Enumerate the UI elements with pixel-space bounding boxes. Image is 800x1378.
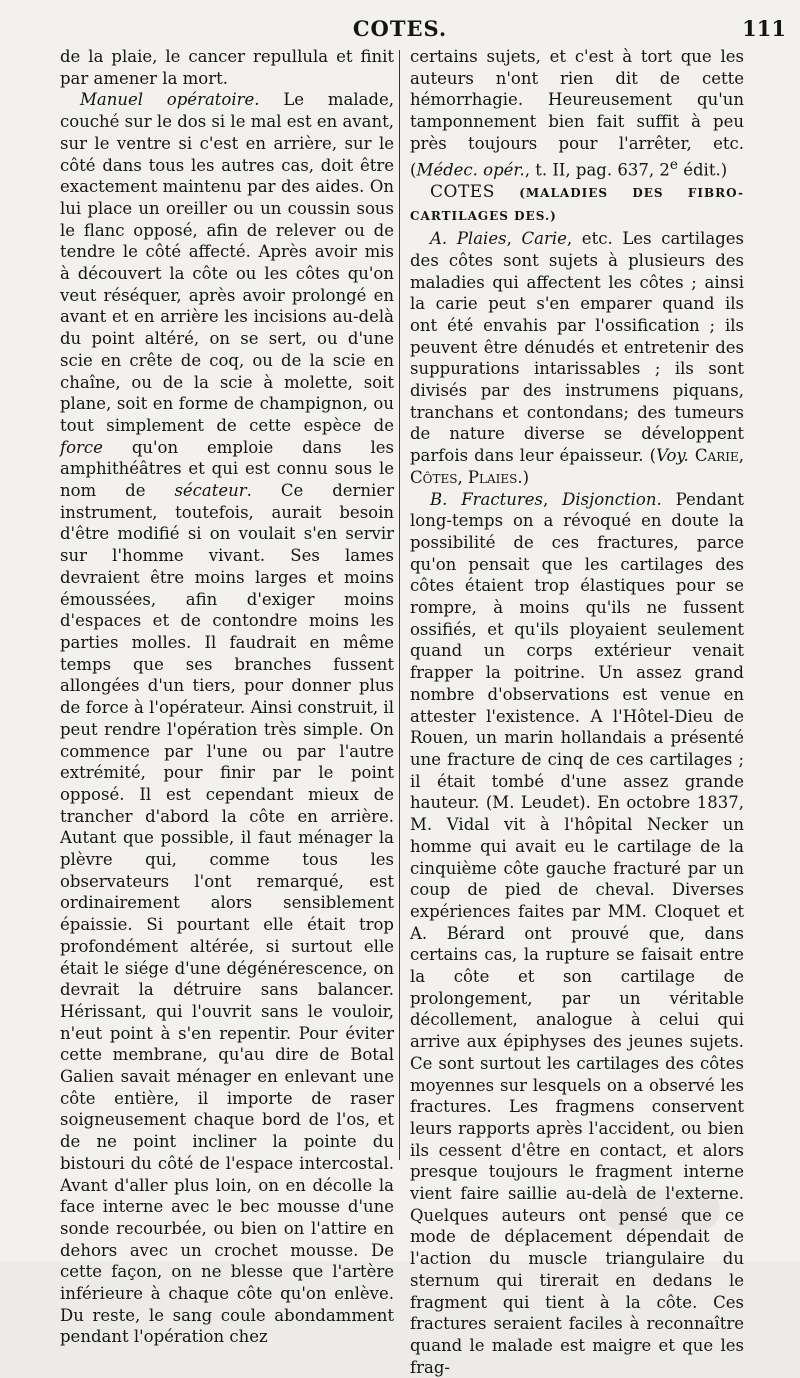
cross-references: Carie, Côtes, Plaies. (410, 446, 744, 487)
paragraph-manuel-operatoire (60, 89, 394, 1348)
paragraph-text: , t. II, pag. 637, 2 (524, 160, 670, 180)
term-secateur: sécateur (174, 481, 247, 501)
subsection-label-a: A. Plaies (430, 229, 507, 249)
left-column (60, 46, 394, 1348)
page-number: 111 (742, 16, 786, 41)
term-force: force (60, 437, 103, 457)
section-heading-manuel: Manuel opératoire. (80, 90, 260, 110)
paragraph-continuation (410, 46, 744, 181)
paragraph-continuation: de la plaie, le cancer repullula et finit par amener la mort. (60, 47, 394, 88)
voy-abbrev: Voy. (656, 446, 689, 466)
paragraph-text: édit.) (677, 160, 728, 180)
paragraph-text: , etc. Les cartilages des côtes sont sujets à plusieurs des maladies qui affectent les côtes ; ainsi la carie peut s'en emparer quand ils ont été envahis par l'ossification ; ils peuvent être dénudés et entretenir des suppurations intarissables ; ils sont divisés par des instrumens piquans, tranchans et contondans; des tumeurs de nature diverse se développent parfois dans leur épaisseur. ( (410, 229, 744, 466)
term-carie: Carie (521, 229, 567, 249)
term-disjonction: Disjonction. (562, 489, 662, 509)
running-title: COTES. (352, 16, 448, 41)
paragraph-text: ) (522, 467, 530, 487)
reference-title: Médec. opér. (416, 160, 525, 180)
superscript: e (669, 156, 678, 173)
paragraph-plaies: A. Plaies, Carie, etc. Les cartilages des côtes sont sujets à plusieurs des maladies qui affectent les côtes ; ainsi la carie peut s'en emparer quand ils ont été envahis par l'ossification ; ils peuvent être dénudés et entretenir des suppurations intarissables ; ils sont divisés par des instrumens piquans, tranchans et contondans; des tumeurs de nature diverse se développent parfois dans leur épaisseur. (Voy. Carie, Côtes, Plaies.) (410, 229, 744, 487)
subsection-label-b: B. Fractures (430, 489, 544, 509)
right-column (410, 46, 744, 1378)
entry-heading (410, 181, 744, 228)
column-divider (399, 50, 400, 1160)
paragraph-text: . Ce dernier instrument, toutefois, aurait besoin d'être modifié si on voulait s'en servir sur l'homme vivant. Ses lames devraient être moins larges et moins émoussées, afin d'exiger moins d'espaces et de contondre moins les parties molles. Il faudrait en même temps que ses branches fussent allongées d'un tiers, pour donner plus de force à l'opérateur. Ainsi construit, il peut rendre l'opération très simple. On commence par l'une ou par l'autre extrémité, pour finir par le point opposé. Il est cependant mieux de trancher d'abord la côte en arrière. Autant que possible, il faut ménager la plèvre qui, comme tous les observateurs l'ont remarqué, est ordinairement alors sensiblement épaissie. Si pourtant elle était trop profondément altérée, si surtout elle était le siége d'une dégénérescence, on devrait la détruire sans balancer. Hérissant, qui l'ouvrit sans le vouloir, n'eut point à s'en repentir. Pour éviter cette membrane, qu'au dire de Botal Galien savait ménager en enlevant une côte entière, il importe de raser soigneusement chaque bord de l'os, et de ne point incliner la pointe du bistouri du côté de l'espace intercostal. Avant d'aller plus loin, on en décolle la face interne avec le bec mousse d'une sonde recourbée, ou bien on l'attire en dehors avec un crochet mousse. De cette façon, on ne blesse que l'artère inférieure à chaque côte qu'on enlève. Du reste, le sang coule abondamment pendant l'opération chez (60, 481, 394, 1347)
paragraph-text: Le malade, couché sur le dos si le mal est en avant, sur le ventre si c'est en arrière, sur le côté dans tous les autres cas, doit être exactement maintenu par des aides. On lui place un oreiller ou un coussin sous le flanc opposé, afin de relever ou de tendre le côté affecté. Après avoir mis à découvert la côte ou les côtes qu'on veut réséquer, après avoir prolongé en avant et en arrière les incisions au-delà du point altéré, on se sert, ou d'une scie en crête de coq, ou de la scie en chaîne, ou de la scie à molette, soit plane, soit en forme de champignon, ou tout simplement de cette espèce de (60, 90, 395, 435)
paper-stain (600, 1190, 720, 1230)
entry-headword: COTES (430, 181, 495, 202)
paragraph-text: Pendant long-temps on a révoqué en doute la possibilité de ces fractures, parce qu'on pensait que les cartilages des côtes étaient trop élastiques pour se rompre, à moins qu'ils ne fussent ossifiés, et qu'ils ployaient seulement quand un corps extérieur venait frapper la poitrine. Un assez grand nombre d'observations est venue en attester l'existence. A l'Hôtel-Dieu de Rouen, un marin hollandais a présenté une fracture de cinq de ces cartilages ; il était tombé d'une assez grande hauteur. (M. Leudet). En octobre 1837, M. Vidal vit à l'hôpital Necker un homme qui avait eu le cartilage de la cinquième côte gauche fracturé par un coup de pied de cheval. Diverses expériences faites par MM. Cloquet et A. Bérard ont prouvé que, dans certains cas, la rupture se faisait entre la côte et son cartilage de prolongement, par un véritable décollement, analogue à celui qui arrive aux épiphyses des jeunes sujets. Ce sont surtout les cartilages des côtes moyennes sur lesquels on a observé les fractures. Les fragmens conservent leurs rapports après l'accident, ou bien ils cessent d'être en contact, et alors presque toujours le fragment interne vient faire saillie au-delà de l'externe. Quelques auteurs ont pensé que ce mode de déplacement dépendait de l'action du muscle triangulaire du sternum qui tirerait en dedans le fragment qui tient à la côte. Ces fractures seraient faciles à reconnaître quand le malade est maigre et que les frag- (410, 489, 744, 1377)
paragraph-text: qu'on emploie dans les amphithéâtres et qui est connu sous le nom de (60, 437, 394, 501)
entry-subheading: (MALADIES DES FIBRO-CARTILAGES DES.) (410, 185, 745, 224)
paragraph-fractures: B. Fractures, Disjonction. Pendant long-temps on a révoqué en doute la possibilité de ces fractures, parce qu'on pensait que les cartilages des côtes étaient trop élastiques pour se rompre, à moins qu'ils ne fussent ossifiés, et qu'ils ployaient seulement quand un corps extérieur venait frapper la poitrine. Un assez grand nombre d'observations est venue en attester l'existence. A l'Hôtel-Dieu de Rouen, un marin hollandais a présenté une fracture de cinq de ces cartilages ; il était tombé d'une assez grande hauteur. (M. Leudet). En octobre 1837, M. Vidal vit à l'hôpital Necker un homme qui avait eu le cartilage de la cinquième côte gauche fracturé par un coup de pied de cheval. Diverses expériences faites par MM. Cloquet et A. Bérard ont prouvé que, dans certains cas, la rupture se faisait entre la côte et son cartilage de prolongement, par un véritable décollement, analogue à celui qui arrive aux épiphyses des jeunes sujets. Ce sont surtout les cartilages des côtes moyennes sur lesquels on a observé les fractures. Les fragmens conservent leurs rapports après l'accident, ou bien ils cessent d'être en contact, et alors presque toujours le fragment interne vient faire saillie au-delà de l'externe. Quelques auteurs ont pensé que ce mode de déplacement dépendait de l'action du muscle triangulaire du sternum qui tirerait en dedans le fragment qui tient à la côte. Ces fractures seraient faciles à reconnaître quand le malade est maigre et que les frag- (410, 489, 744, 1377)
paragraph-text: certains sujets, et c'est à tort que les auteurs n'ont rien dit de cette hémorrhagie. Heureusement qu'un tamponnement bien fait suffit à peu près toujours pour l'arrêter, etc. ( (410, 47, 744, 180)
running-head (0, 16, 800, 46)
